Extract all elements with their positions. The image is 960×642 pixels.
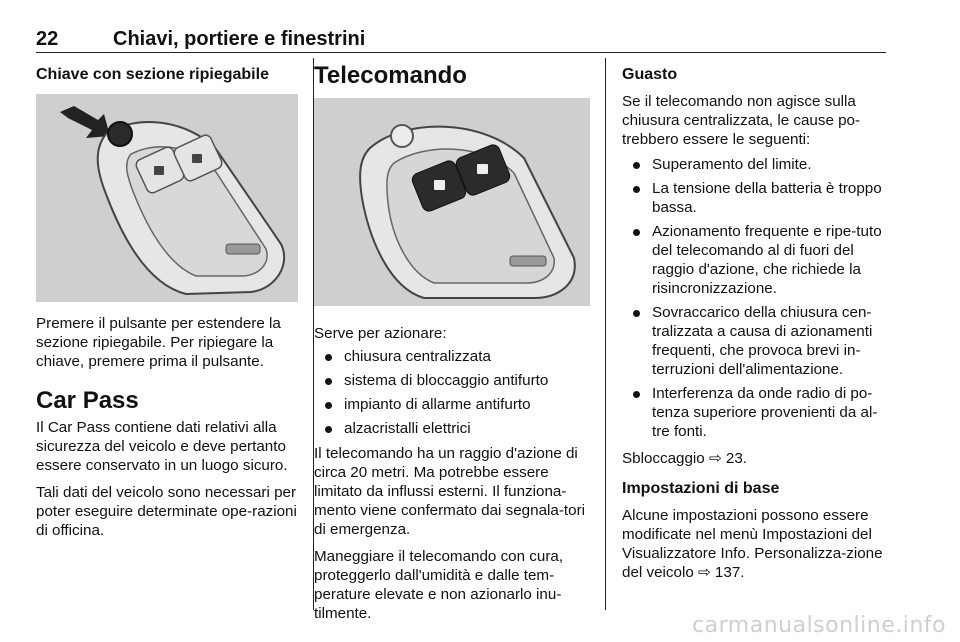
car-pass-description: Il Car Pass contiene dati relativi alla sicurezza del veicolo e deve pertanto essere conservato in un luogo sicuro. bbox=[36, 419, 288, 474]
section-heading-basic-settings: Impostazioni di base bbox=[622, 480, 780, 497]
list-item: Superamento del limite. bbox=[622, 155, 888, 174]
remote-icon bbox=[314, 98, 590, 306]
column-2 bbox=[314, 60, 590, 623]
fault-intro: Se il telecomando non agisce sulla chiusura centralizzata, le cause po-trebbero essere le seguenti: bbox=[622, 93, 861, 148]
list-item: alzacristalli elettrici bbox=[314, 419, 590, 438]
remote-control-illustration bbox=[314, 98, 590, 306]
car-pass-note: Tali dati del veicolo sono necessari per poter eseguire determinate ope-razioni di officina. bbox=[36, 484, 297, 539]
page-header bbox=[36, 28, 886, 53]
section-heading-car-pass: Car Pass bbox=[36, 387, 139, 414]
folding-key-instructions: Premere il pulsante per estendere la sezione ripiegabile. Per ripiegare la chiave, premere prima il pulsante. bbox=[36, 315, 281, 370]
section-heading-folding-key: Chiave con sezione ripiegabile bbox=[36, 66, 269, 83]
column-1 bbox=[36, 60, 298, 540]
column-divider-right bbox=[605, 58, 606, 610]
column-3 bbox=[622, 60, 888, 582]
list-item: Sovraccarico della chiusura cen-tralizzata a causa di azionamenti frequenti, che provoca brevi in-terruzioni dell'alimentazione. bbox=[622, 303, 888, 379]
folding-key-illustration bbox=[36, 94, 298, 302]
page-number: 22 bbox=[36, 28, 59, 50]
key-icon bbox=[36, 94, 298, 302]
remote-intro: Serve per azionare: bbox=[314, 325, 447, 342]
fault-causes-list bbox=[622, 155, 888, 441]
section-heading-remote: Telecomando bbox=[314, 62, 467, 89]
remote-functions-list bbox=[314, 347, 590, 438]
list-item: impianto di allarme antifurto bbox=[314, 395, 590, 414]
unlock-reference-link[interactable]: Sbloccaggio ⇨ 23. bbox=[622, 450, 748, 467]
remote-care-text: Maneggiare il telecomando con cura, proteggerlo dall'umidità e dalle tem-perature elevate e non azionarlo inu-tilmente. bbox=[314, 548, 564, 622]
section-heading-fault: Guasto bbox=[622, 66, 678, 83]
list-item: Azionamento frequente e ripe-tuto del telecomando al di fuori del raggio d'azione, che richiede la risincronizzazione. bbox=[622, 222, 888, 298]
chapter-title: Chiavi, portiere e finestrini bbox=[113, 28, 366, 50]
basic-settings-text: Alcune impostazioni possono essere modificate nel menù Impostazioni del Visualizzatore Info. Personalizza-zione del veicolo ⇨ 137. bbox=[622, 507, 883, 581]
list-item: La tensione della batteria è troppo bassa. bbox=[622, 179, 888, 217]
watermark: carmanualsonline.info bbox=[692, 613, 946, 638]
list-item: chiusura centralizzata bbox=[314, 347, 590, 366]
remote-range-text: Il telecomando ha un raggio d'azione di circa 20 metri. Ma potrebbe essere limitato da influssi esterni. Il funziona-mento viene confermato dai segnala-tori di emergenza. bbox=[314, 445, 585, 538]
list-item: Interferenza da onde radio di po-tenza superiore provenienti da al-tre fonti. bbox=[622, 384, 888, 441]
list-item: sistema di bloccaggio antifurto bbox=[314, 371, 590, 390]
